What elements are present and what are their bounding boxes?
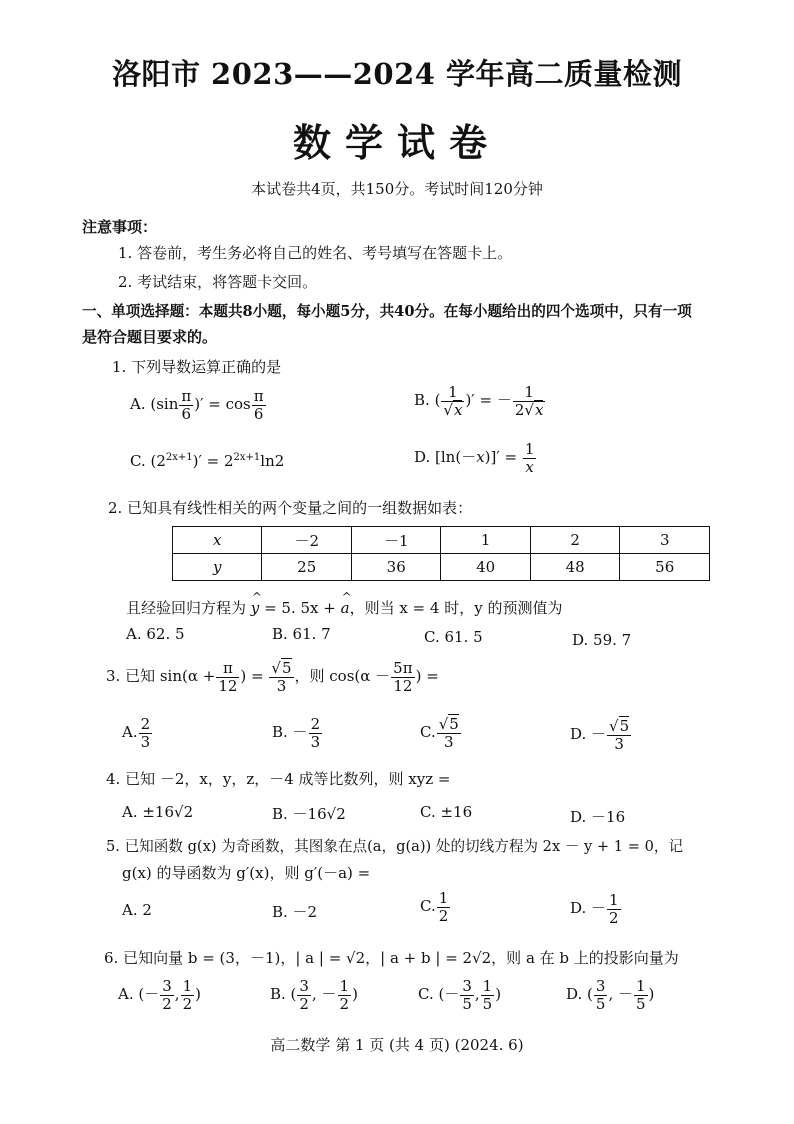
question-5-option-c: C. $\frac{1}{2}$ [420,889,449,925]
question-1-option-c: C. $(2^{2x+1})' = 2^{2x+1}\ln 2$ [130,452,285,470]
question-2-stem: 2. 已知具有线性相关的两个变量之间的一组数据如表： [108,499,473,517]
table-cell: 48 [530,554,619,581]
question-6-option-d: D. ( $\frac{3}{5}$ , － $\frac{1}{5}$ ) [566,977,655,1013]
question-2-option-c: C. 61. 5 [424,628,483,646]
question-4-option-d: D. －16 [570,808,626,826]
question-4-stem: 4. 已知 －2，x，y，z，－4 成等比数列，则 xyz = [106,770,451,788]
table-cell: 56 [620,554,710,581]
question-2-option-b: B. 61. 7 [272,625,331,643]
question-1-option-b: B. ( $\frac{1}{√x}$ )′ = － $\frac{1}{2√x}$ [414,383,544,419]
section-heading-cont: 是符合题目要求的。 [82,328,218,346]
question-5-stem: 5. 已知函数 g(x) 为奇函数，其图象在点(a，g(a)) 处的切线方程为 2x － y + 1 = 0，记 [106,838,684,855]
question-6-option-a: A. (－ $\frac{3}{2}$ , $\frac{1}{2}$ ) [118,977,201,1013]
question-1-stem: 1. 下列导数运算正确的是 [112,358,282,376]
exam-info: 本试卷共4页，共150分。考试时间120分钟 [251,180,543,198]
question-3-stem: 3. 已知 sin(α + $\frac{\pi}{12}$ ) = $\frac{√5}{3}$ ，则 cos(α － $\frac{5\pi}{12}$ ) = [106,659,439,695]
exam-subtitle: 数学试卷 [292,120,501,165]
question-3-option-b: B. － $\frac{2}{3}$ [272,715,321,751]
question-5-option-b: B. －2 [272,903,318,921]
section-heading: 一、单项选择题：本题共8小题，每小题5分，共40分。在每小题给出的四个选项中，只有一项 [82,303,692,320]
question-3-option-d: D. － $\frac{√5}{3}$ [570,717,630,753]
table-cell: 25 [262,554,351,581]
table-cell: y [173,554,262,581]
question-3-option-a: A. $\frac{2}{3}$ [122,715,151,751]
question-5-option-d: D. － $\frac{1}{2}$ [570,891,619,927]
table-cell: x [173,527,262,554]
question-2-option-a: A. 62. 5 [126,625,185,643]
question-1-option-a: A. (sin $\frac{\pi}{6}$ )′ = cos $\frac{\pi}{6}$ [130,387,264,423]
table-cell: －1 [351,527,440,554]
note-item: 1. 答卷前，考生务必将自己的姓名、考号填写在答题卡上。 [118,244,513,262]
question-2-option-d: D. 59. 7 [572,631,632,649]
table-cell: 40 [441,554,530,581]
question-6-option-b: B. ( $\frac{3}{2}$ , － $\frac{1}{2}$ ) [270,977,358,1013]
table-cell: 36 [351,554,440,581]
question-2-regression: 且经验回归方程为 ^ y = 5. 5x + ^ a，则当 x = 4 时，y 的预测值为 [126,590,563,617]
question-4-option-b: B. －16√2 [272,805,346,823]
question-4-option-c: C. ±16 [420,803,473,821]
exam-title: 洛阳市 2023——2024 学年高二质量检测 [111,57,683,91]
table-cell: 2 [530,527,619,554]
question-4-option-a: A. ±16√2 [122,803,194,821]
question-5-stem-cont: g(x) 的导函数为 g′(x)，则 g′(－a) = [122,864,371,882]
table-cell: 1 [441,527,530,554]
data-table [172,526,710,581]
question-1-option-d: D. [ln(－x)]′ = $\frac{1}{x}$ [414,440,535,476]
question-3-option-c: C. $\frac{√5}{3}$ [420,715,459,751]
note-item: 2. 考试结束，将答题卡交回。 [118,273,318,291]
question-6-stem: 6. 已知向量 b = (3，－1)，| a | = √2，| a + b | = 2√2，则 a 在 b 上的投影向量为 [104,949,679,967]
table-row-y [173,554,710,581]
table-cell: －2 [262,527,351,554]
table-row-x [173,527,710,554]
table-cell: 3 [620,527,710,554]
question-5-option-a: A. 2 [122,901,152,919]
question-6-option-c: C. (－ $\frac{3}{5}$ , $\frac{1}{5}$ ) [418,977,502,1013]
notes-heading: 注意事项： [82,218,158,236]
page-footer: 高二数学 第 1 页 (共 4 页) (2024. 6) [270,1036,524,1054]
